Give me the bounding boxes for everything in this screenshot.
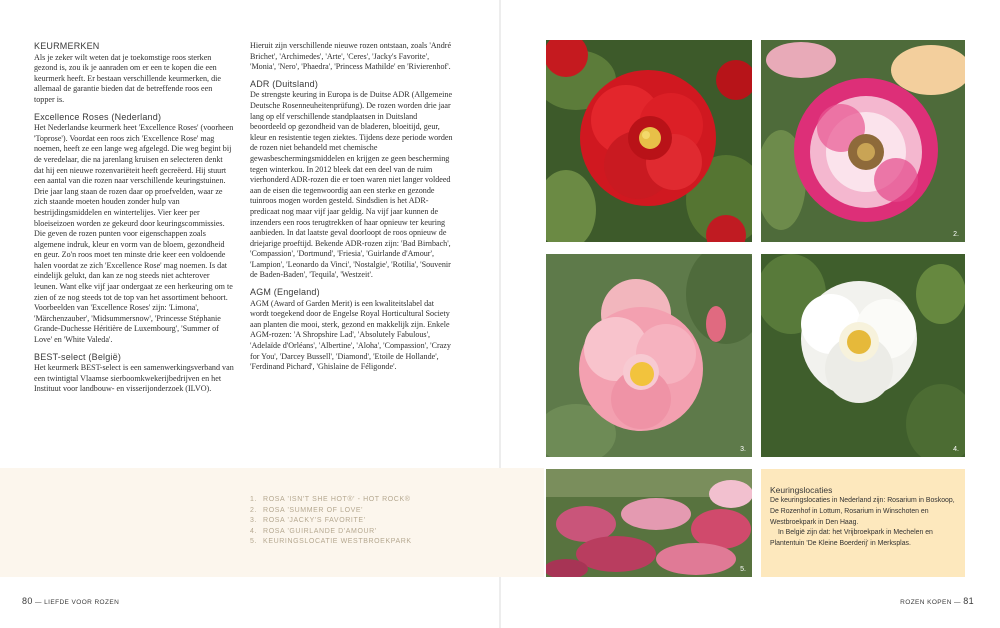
caption-item [250, 516, 450, 527]
caption-text: KEURINGSLOCATIE WESTBROEKPARK [263, 538, 412, 545]
section-heading: AGM (Engeland) [250, 287, 320, 298]
section-agm [250, 287, 454, 373]
caption-item [250, 495, 450, 506]
photo-number: 3. [740, 446, 746, 453]
caption-number: 4. [250, 527, 258, 535]
page-number: 80 [22, 596, 33, 606]
photo-captions [250, 495, 450, 548]
section-keurmerken [34, 41, 234, 106]
caption-item [250, 527, 450, 538]
caption-text: ROSA 'GUIRLANDE D'AMOUR' [263, 527, 377, 535]
section-paragraph: Als je zeker wilt weten dat je toekomstige roos sterken gezond is, zou ik je aanraden om er een te kopen die een keurmerk heeft. Er bestaan verschillende keurmerken, die allemaal de garantie bieden dat de betreffende roos een topper is. [34, 52, 221, 104]
section-paragraph: Het keurmerk BEST-select is een samenwerkingsverband van een twintigtal Vlaamse sierboomkwekerijbedrijven en het Instituut voor landbouw- en visserijonderzoek (ILVO). [34, 363, 234, 394]
rose-garden-photo [546, 469, 752, 577]
red-rose-photo [546, 40, 752, 242]
box-paragraph: De keuringslocaties in Nederland zijn: Rosarium in Boskoop, De Rozenhof in Lottum, Rosarium in Winschoten en Westbroekpark in Den Haag. [770, 497, 955, 526]
caption-number: 2. [250, 506, 258, 514]
running-title: — LIEFDE VOOR ROZEN [35, 599, 120, 606]
caption-number: 5. [250, 538, 258, 545]
text-column-right [250, 41, 454, 379]
section-adr [250, 79, 454, 281]
caption-number: 3. [250, 517, 258, 524]
section-heading: BEST-select (België) [34, 351, 122, 362]
caption-text: ROSA 'JACKY'S FAVORITE' [263, 517, 366, 524]
keuringslocaties-box [761, 469, 965, 577]
folio-left [22, 596, 119, 606]
pink-white-rose-photo [761, 40, 965, 242]
section-paragraph: AGM (Award of Garden Merit) is een kwaliteitslabel dat wordt toegekend door de Engelse Royal Horticultural Society aan planten die mooi, sterk, gezond en makkelijk zijn. Enkele AGM-rozen: 'A Shropshire Lad', 'Absolutely Fabulous', 'Adelaïde d'Orléans', 'Albertine', 'Aloha', 'Compassion', 'Crazy for You', 'Darcey Bussell', 'Diamond', 'Etoile de Hollande', 'Ferdinand Pichard', 'Ghislaine de Féligonde'. [250, 298, 451, 372]
white-rose-photo [761, 254, 965, 457]
section-heading: Excellence Roses (Nederland) [34, 111, 162, 122]
caption-number: 1. [250, 496, 258, 503]
folio-right [900, 596, 974, 606]
section-best-select [34, 352, 234, 395]
page-number: 81 [963, 596, 974, 606]
section-heading: KEURMERKEN [34, 41, 100, 51]
pink-rose-photo [546, 254, 752, 457]
caption-text: ROSA 'ISN'T SHE HOT®' - HOT ROCK® [263, 496, 411, 503]
photo-number: 4. [953, 446, 959, 453]
section-paragraph: De strengste keuring in Europa is de Duitse ADR (Allgemeine Deutsche Rosenneuheitenprüfung). De rozen worden drie jaar lang op elf verschillende standplaatsen in Duitsland beoordeeld op gezondheid van de bladeren, bloeitijd, geur, kleur en resistentie tegen ziektes. Tijdens deze periode worden de rozen niet behandeld met chemische gewasbeschermingsmiddelen en krijgen ze geen bescherming tegen winterkou. In 2012 bleek dat een deel van de ruim vierhonderd ADR-rozen die er toen waren niet langer voldeed aan de eisen die tegenwoordig aan een sterke en gezonde tuinroos mogen worden gesteld. Sindsdien is het ADR-predicaat nog maar vijf jaar geldig. Na vijf jaar kunnen de inzenders een roos terugtrekken of haar opnieuw ter keuring aanbieden. In dat laatste geval doorloopt de roos opnieuw de driejarige proeftijd. Bekende ADR-rozen zijn: 'Bad Birnbach', 'Compassion', 'Dortmund', 'Friesia', 'Guirlande d'Amour', 'Lampion', 'Leonardo da Vinci', 'Nostalgie', 'Rotilia', 'Souvenir de Baden-Baden', 'Tequila', 'Westzeit'. [250, 90, 453, 280]
caption-text: ROSA 'SUMMER OF LOVE' [263, 506, 364, 514]
box-heading: Keuringslocaties [770, 485, 833, 495]
text-column-left [34, 41, 234, 401]
box-text [770, 496, 962, 550]
continuation-paragraph: Hieruit zijn verschillende nieuwe rozen ontstaan, zoals 'André Brichet', 'Archimedes', 'Arte', 'Ceres', 'Jacky's Favorite', 'Monia', 'Nero', 'Phaedra', 'Princess Mathilde' en 'Rivierenhof'. [250, 41, 452, 72]
running-title: ROZEN KOPEN — [900, 599, 961, 606]
photo-number: 2. [953, 231, 959, 238]
box-paragraph: In België zijn dat: het Vrijbroekpark in Mechelen en Plantentuin 'De Kleine Boerderij' in Merksplas. [770, 529, 933, 548]
section-excellence-roses [34, 112, 234, 346]
photo-number: 5. [740, 566, 746, 573]
caption-item [250, 537, 450, 548]
section-paragraph: Het Nederlandse keurmerk heet 'Excellence Roses' (voorheen 'Toprose'). Voordat een roos zich 'Excellence Rose' mag noemen, heeft ze een lange weg afgelegd. Die weg begint bij de veredelaar, die na jarenlang kruisen en selecteren denkt dat hij een nieuwe rozenvariëteit heeft gecreëerd. Hij stuurt een aantal van die rozen naar verschillende keuringstuinen. Drie jaar lang staan de rozen daar op proefvelden, waar ze zich staande moeten houden zonder hulp van bestrijdingsmiddelen en wintertelijes. Vier keer per bloeiseizoen worden ze gekeurd door keuringscommissies. Die geven de rozen punten voor eigenschappen zoals algemene indruk, kleur en vorm van de bloem, gezondheid en geur. Zo'n roos moet ten minste drie keer een voldoende halen voordat ze zich 'Excellence Rose' mag noemen. Is dat eindelijk gelukt, dan kan ze nog steeds niet achterover leunen. Want elke vijf jaar ondergaat ze een herkeuring om te zien of ze nog steeds tot de top van het assortiment behoort. Voorbeelden van 'Excellence Roses' zijn: 'Limona', 'Märchenzauber', 'Midsummersnow', 'Princesse Stéphanie Grande-Duchesse Héritière de Luxembourg', 'Summer of Love' en 'White Valeda'. [34, 123, 234, 345]
section-heading: ADR (Duitsland) [250, 78, 319, 89]
caption-item [250, 506, 450, 517]
